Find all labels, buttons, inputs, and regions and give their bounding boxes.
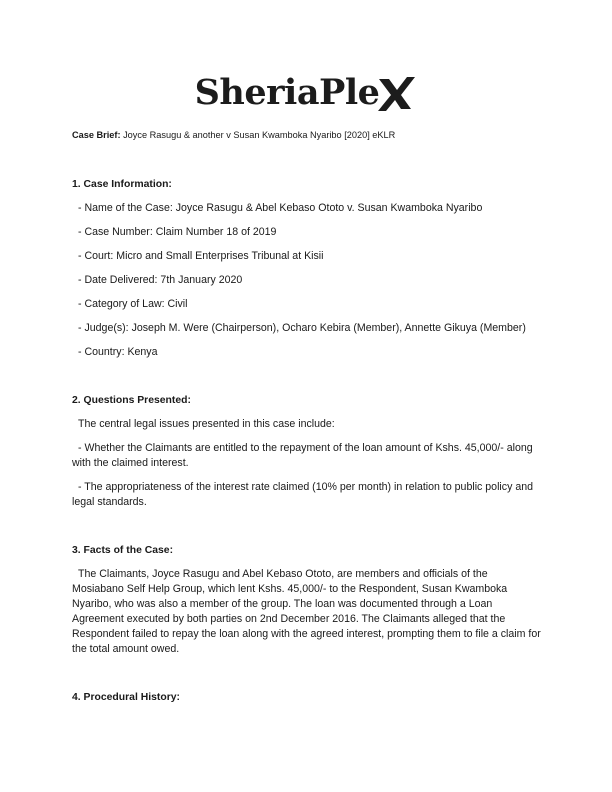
info-item: - Judge(s): Joseph M. Were (Chairperson), Ocharo Kebira (Member), Annette Gikuya (Member) [78, 322, 526, 334]
section-heading-facts: 3. Facts of the Case: [72, 545, 174, 556]
case-brief-title: Joyce Rasugu & another v Susan Kwamboka Nyaribo [2020] eKLR [123, 130, 396, 140]
info-item: - Case Number: Claim Number 18 of 2019 [78, 226, 277, 238]
info-item: - Court: Micro and Small Enterprises Tribunal at Kisii [78, 250, 324, 262]
x-mark-icon [377, 73, 417, 113]
info-item: - Date Delivered: 7th January 2020 [78, 274, 243, 286]
question-item: - The appropriateness of the interest rate claimed (10% per month) in relation to public policy and legal standards. [72, 481, 533, 508]
section-heading-procedural-history: 4. Procedural History: [72, 692, 180, 703]
sheriaplex-logo [0, 72, 612, 113]
case-brief-document [72, 128, 542, 705]
question-item: - Whether the Claimants are entitled to the repayment of the loan amount of Kshs. 45,000/- along with the claimed interest. [72, 442, 533, 469]
case-brief-line [72, 128, 542, 143]
questions-intro: The central legal issues presented in this case include: [78, 418, 335, 430]
logo-text: SheriaPle [194, 72, 380, 113]
info-item: - Name of the Case: Joyce Rasugu & Abel Kebaso Ototo v. Susan Kwamboka Nyaribo [78, 202, 483, 214]
case-brief-label: Case Brief: [72, 130, 121, 140]
info-item: - Category of Law: Civil [78, 298, 188, 310]
section-heading-case-information: 1. Case Information: [72, 179, 172, 190]
info-item: - Country: Kenya [78, 346, 158, 358]
facts-paragraph: The Claimants, Joyce Rasugu and Abel Kebaso Ototo, are members and officials of the Mosiabano Self Help Group, which lent Kshs. 45,000/- to the Respondent, Susan Kwamboka Nyaribo, who was also a member of the group. The loan was documented through a Loan Agreement executed by both parties on 2nd December 2016. The Claimants alleged that the Respondent failed to repay the loan along with the agreed interest, prompting them to file a claim for the total amount owed. [72, 568, 541, 655]
section-heading-questions-presented: 2. Questions Presented: [72, 395, 191, 406]
